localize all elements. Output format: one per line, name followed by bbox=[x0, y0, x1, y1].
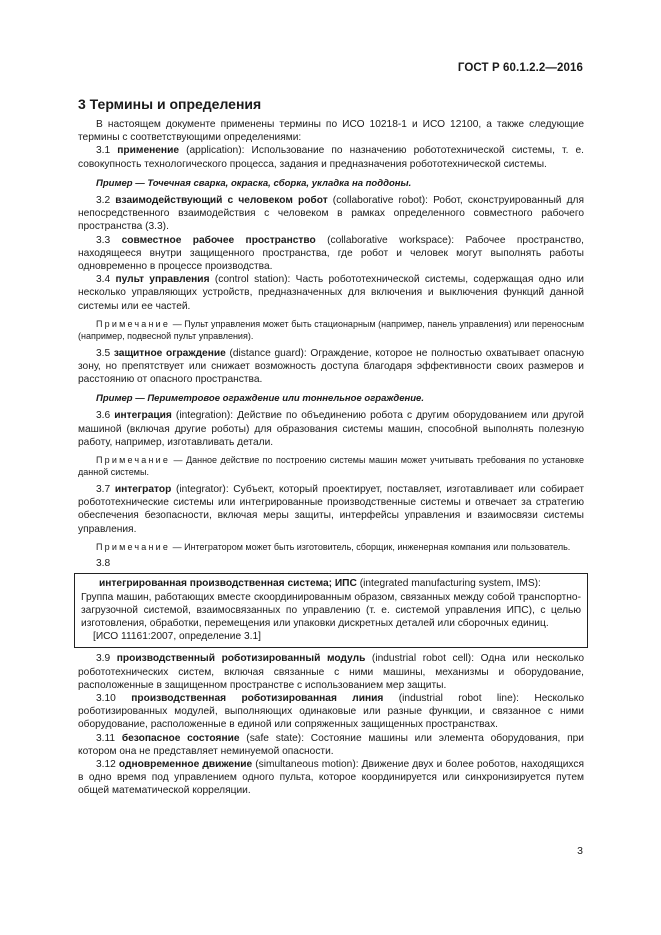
intro-paragraph: В настоящем документе применены термины по ИСО 10218-1 и ИСО 12100, а также следующие термины с соответствующими определениями: bbox=[78, 119, 584, 144]
term-number: 3.5 bbox=[96, 347, 114, 359]
term-name: интеграция bbox=[114, 410, 172, 422]
term-number: 3.3 bbox=[96, 234, 122, 246]
term-name: взаимодействующий с человеком робот bbox=[115, 195, 328, 207]
term-definition: (integration): Действие по объединению робота с другим оборудованием или другой машиной (включая другие роботы) для образования системы машин, способной выполнять полезную работу, например, изготавливать детали. bbox=[78, 410, 584, 448]
note-label: Примечание bbox=[96, 455, 171, 466]
term-3-8-definition: Группа машин, работающих вместе скоординированным образом, связанных между собой транспортно-загрузочной системой, взаимосвязанных по управлению (т. е. системой управления ИПС), с целью изготовления, обработки, перемещения или упаковки дискретных деталей или сборочных единиц. bbox=[81, 591, 581, 629]
term-3-8-number: 3.8 bbox=[96, 558, 111, 570]
term-name: производственная роботизированная линия bbox=[131, 692, 384, 704]
term-number: 3.12 bbox=[96, 758, 119, 770]
note-text: — Интегратором может быть изготовитель, сборщик, инженерная компания или пользователь. bbox=[170, 541, 571, 552]
term-3-4 bbox=[78, 273, 584, 313]
term-name: защитное ограждение bbox=[113, 347, 226, 359]
note-label: Примечание bbox=[96, 318, 171, 329]
term-definition: (integrator): Субъект, который проектирует, поставляет, изготавливает или собирает робототехнические системы или интегрированные производственные системы и отвечает за стратегию обеспечения безопасности, включая меры защиты, интерфейсы управления и взаимосвязи системы управления. bbox=[78, 483, 585, 535]
term-3-6 bbox=[78, 409, 584, 449]
term-3-8-source: [ИСО 11161:2007, определение 3.1] bbox=[93, 631, 261, 643]
term-number: 3.11 bbox=[96, 732, 122, 744]
term-3-11 bbox=[78, 732, 584, 758]
term-3-3 bbox=[78, 234, 584, 274]
term-3-2 bbox=[78, 194, 584, 234]
term-name: применение bbox=[117, 145, 180, 157]
note-text: — Данное действие по построению системы машин может учитывать требования по установке данной системы. bbox=[78, 455, 584, 478]
term-name: производственный роботизированный модуль bbox=[116, 653, 366, 665]
term-number: 3.1 bbox=[96, 145, 118, 157]
note-label: Примечание bbox=[96, 541, 171, 552]
term-3-10 bbox=[78, 692, 584, 732]
document-body bbox=[78, 118, 584, 798]
term-definition: (collaborative workspace): Рабочее пространство, находящееся внутри защищенного пространства, где робот и человек могут выполнять работы одновременно в процессе производства. bbox=[78, 234, 585, 273]
term-english: (integrated manufacturing system, IMS): bbox=[356, 578, 541, 590]
term-definition: (safe state): Состояние машины или элемента оборудования, при котором она не представляет неминуемой опасности. bbox=[78, 732, 584, 757]
term-name: безопасное состояние bbox=[121, 732, 240, 744]
term-definition: (application): Использование по назначению робототехнической системы, т. е. совокупность технологического процесса, задания и предназначения робототехнической системы. bbox=[78, 145, 585, 170]
note-3-6 bbox=[78, 454, 584, 479]
term-number: 3.4 bbox=[96, 274, 116, 286]
note-text: — Пульт управления может быть стационарным (например, панель управления) или переносным (например, подвесной пульт управления). bbox=[78, 318, 584, 342]
note-3-4 bbox=[78, 318, 584, 343]
page-number: 3 bbox=[577, 845, 583, 857]
term-3-12 bbox=[78, 758, 584, 798]
term-name: интегратор bbox=[114, 483, 172, 495]
term-definition: (collaborative robot): Робот, сконструированный для непосредственного взаимодействия с человеком в рамках определенного совместного рабочего пространства (3.3). bbox=[78, 195, 584, 233]
term-number: 3.6 bbox=[96, 410, 115, 422]
term-number: 3.10 bbox=[96, 692, 132, 704]
document-header: ГОСТ Р 60.1.2.2—2016 bbox=[457, 62, 583, 74]
term-definition: (control station): Часть робототехнической системы, содержащая одно или несколько управляющих устройств, предназначенных для включения и выключения функций данной системы или ее частей. bbox=[78, 274, 584, 312]
term-definition: (simultaneous motion): Движение двух и более роботов, находящихся в одно время под управлением одного пульта, которое координируется или синхронизируется путем общей математической корреляции. bbox=[78, 758, 584, 797]
term-3-5 bbox=[78, 347, 584, 387]
term-definition: (distance guard): Ограждение, которое не полностью охватывает опасную зону, но препятствует или снижает возможность доступа благодаря эффективности своих размеров и расстоянию от опасного пространства. bbox=[78, 347, 585, 386]
definition-box-3-8 bbox=[74, 573, 588, 648]
note-3-7 bbox=[78, 541, 584, 553]
term-3-7 bbox=[78, 483, 584, 536]
term-number: 3.9 bbox=[96, 653, 117, 665]
term-name: совместное рабочее пространство bbox=[121, 234, 316, 246]
term-number: 3.7 bbox=[96, 483, 115, 495]
term-name: одновременное движение bbox=[118, 758, 253, 770]
term-number: 3.2 bbox=[96, 195, 116, 207]
term-definition: (industrial robot cell): Одна или несколько робототехнических систем, включая связанные с ними машины, механизмы и оборудование, расположенные в защищенном пространстве с использованием мер защиты. bbox=[78, 653, 584, 691]
term-name: пульт управления bbox=[115, 274, 210, 286]
term-3-9 bbox=[78, 652, 584, 692]
term-definition: (industrial robot line): Несколько роботизированных модулей, выполняющих одинаковые или разные функции, и связанное с ними оборудование, расположенные в единой или сопряженных защищенных пространствах. bbox=[78, 692, 584, 731]
term-3-8 bbox=[81, 577, 581, 590]
example-3-1: Пример — Точечная сварка, окраска, сборка, укладка на поддоны. bbox=[96, 177, 412, 189]
term-name: интегрированная производственная система; ИПС bbox=[99, 578, 357, 590]
term-3-1 bbox=[78, 144, 584, 170]
section-title: 3 Термины и определения bbox=[78, 96, 262, 112]
example-3-5: Пример — Периметровое ограждение или тоннельное ограждение. bbox=[96, 393, 424, 405]
